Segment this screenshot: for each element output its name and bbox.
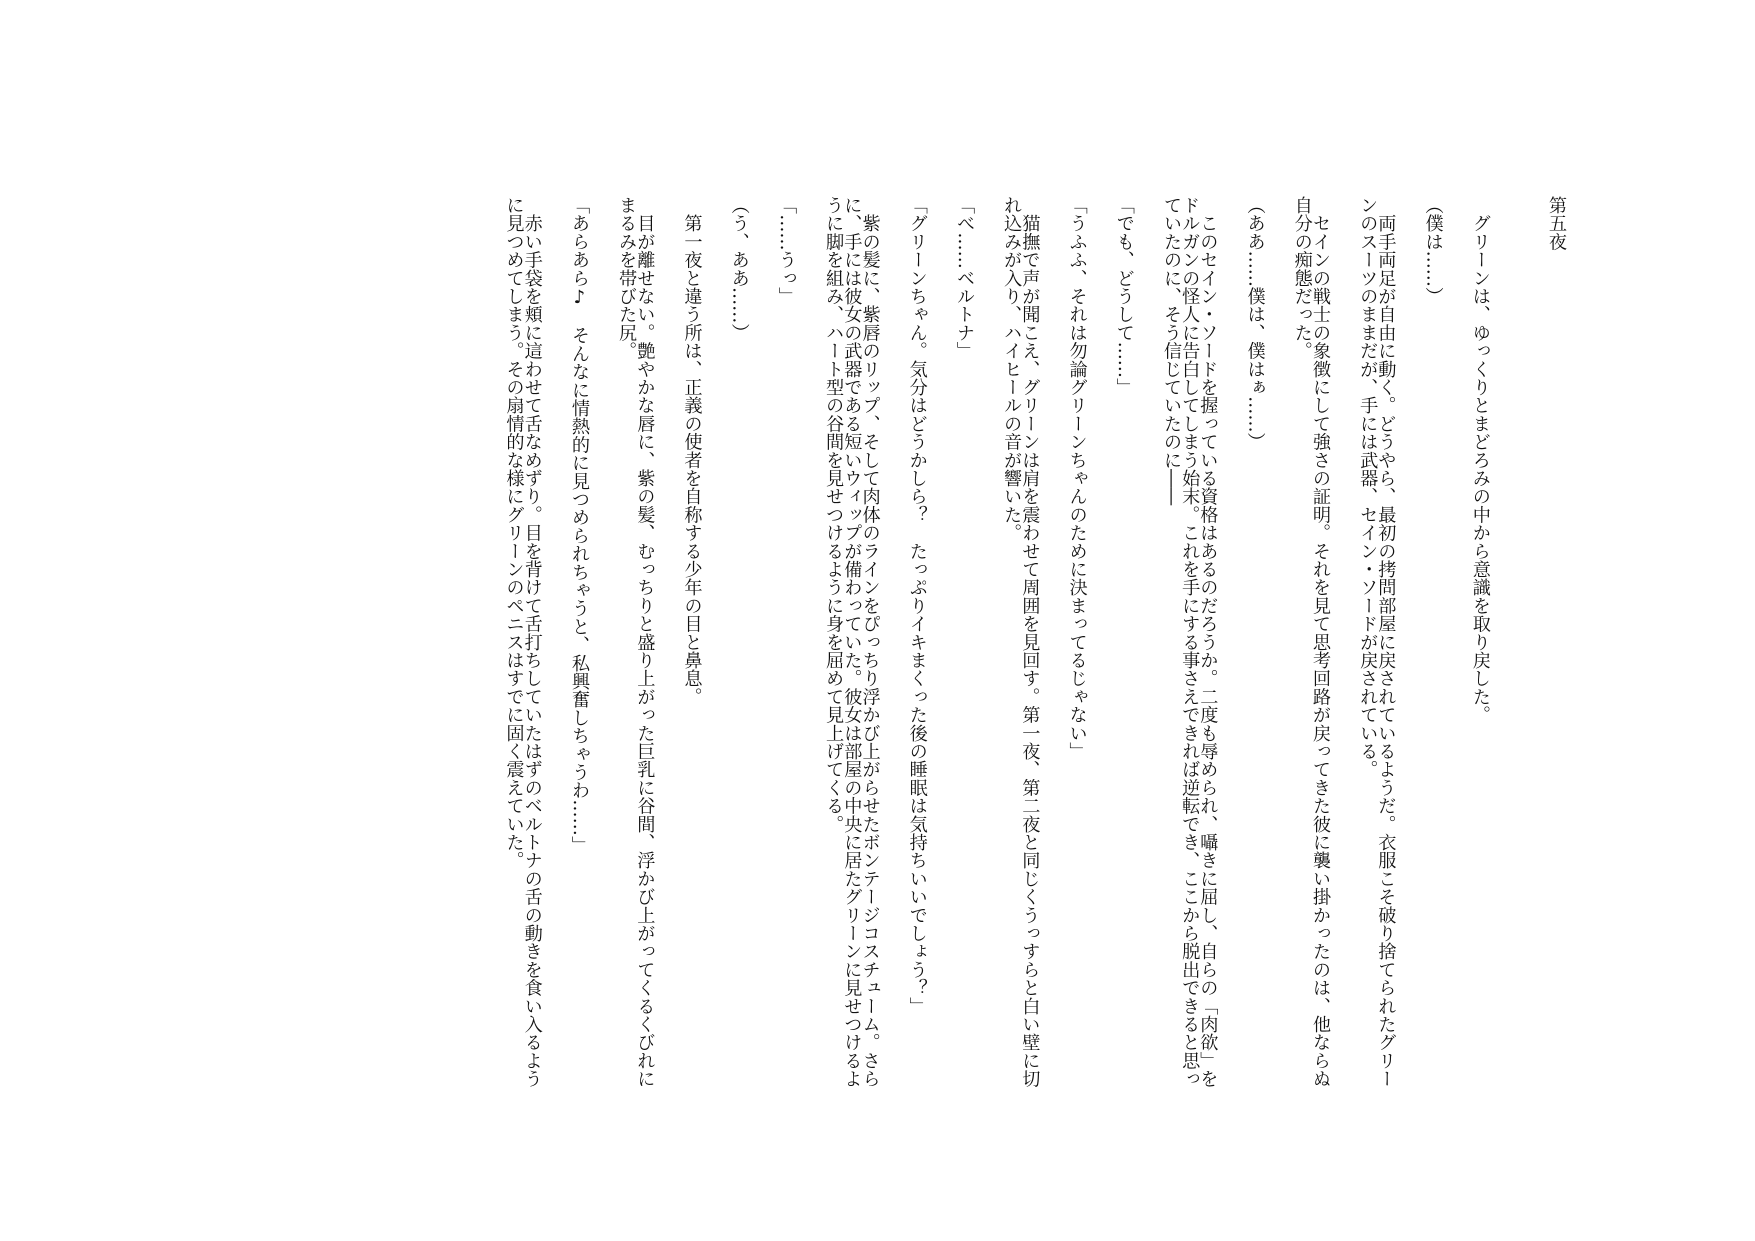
paragraph: セインの戦士の象徴にして強さの証明。それを見て思考回路が戻ってきた彼に襲い掛かったのは、他ならぬ自分の痴態だった。 — [1291, 196, 1331, 1088]
paragraph: このセイン・ソードを握っている資格はあるのだろうか。二度も辱められ、囁きに屈し、自らの「肉欲」をドルガンの怪人に告白してしまう始末。これを手にする事さえできれば逆転でき、ここから脱出できると思っていたのに、そう信じていたのに―― — [1160, 196, 1219, 1088]
paragraph: 赤い手袋を頬に這わせて舌なめずり。目を背けて舌打ちしていたはずのベルトナの舌の動きを食い入るように見つめてしまう。その扇情的な様にグリーンのペニスはすでに固く震えていた。 — [503, 196, 543, 1088]
paragraph: （う、ああ……） — [728, 196, 750, 342]
paragraph: 紫の髪に、紫唇のリップ、そして肉体のラインをぴっちり浮かび上がらせたボンテージコスチューム。さらに、手には彼女の武器である短いウィップが備わっていた。彼女は部屋の中央に居たグリーンに見せつけるように脚を組み、ハート型の谷間を見せつけるように身を屈めて見上げてくる。 — [823, 196, 881, 1088]
paragraph: 猫撫で声が聞こえ、グリーンは肩を震わせて周囲を見回す。第一夜、第二夜と同じくうっすらと白い壁に切れ込みが入り、ハイヒールの音が響いた。 — [1001, 196, 1041, 1088]
paragraph: 「うふふ、それは勿論グリーンちゃんのために決まってるじゃない」 — [1066, 196, 1088, 761]
paragraph: （ああ……僕は、僕はぁ……） — [1244, 196, 1266, 451]
paragraph: （僕は……） — [1422, 196, 1444, 306]
paragraph: 「グリーンちゃん。気分はどうかしら？ たっぷりイキまくった後の睡眠は気持ちいいでしょう？」 — [906, 196, 928, 1015]
vertical-text-body — [504, 196, 1565, 1096]
paragraph: グリーンは、ゆっくりとまどろみの中から意識を取り戻した。 — [1469, 196, 1491, 724]
paragraph: 「……うっ」 — [775, 196, 797, 306]
paragraph: 第一夜と違う所は、正義の使者を自称する少年の目と鼻息。 — [681, 196, 703, 706]
paragraph: 「べ……ベルトナ」 — [953, 196, 975, 360]
paragraph: 「あらあら♪ そんなに情熱的に見つめられちゃうと、私興奮しちゃうわ……」 — [568, 196, 590, 854]
paragraph: 「でも、どうして……」 — [1113, 196, 1135, 397]
paragraph: 両手両足が自由に動く。どうやら、最初の拷問部屋に戻されているようだ。衣服こそ破り捨てられたグリーンのスーツのままだが、手には武器、セイン・ソードが戻されている。 — [1357, 196, 1397, 1088]
chapter-title: 第五夜 — [1546, 196, 1567, 251]
paragraph: 目が離せない。艶やかな唇に、紫の髪、むっちりと盛り上がった巨乳に谷間、浮かび上がってくるくびれにまるみを帯びた尻。 — [616, 196, 656, 1088]
